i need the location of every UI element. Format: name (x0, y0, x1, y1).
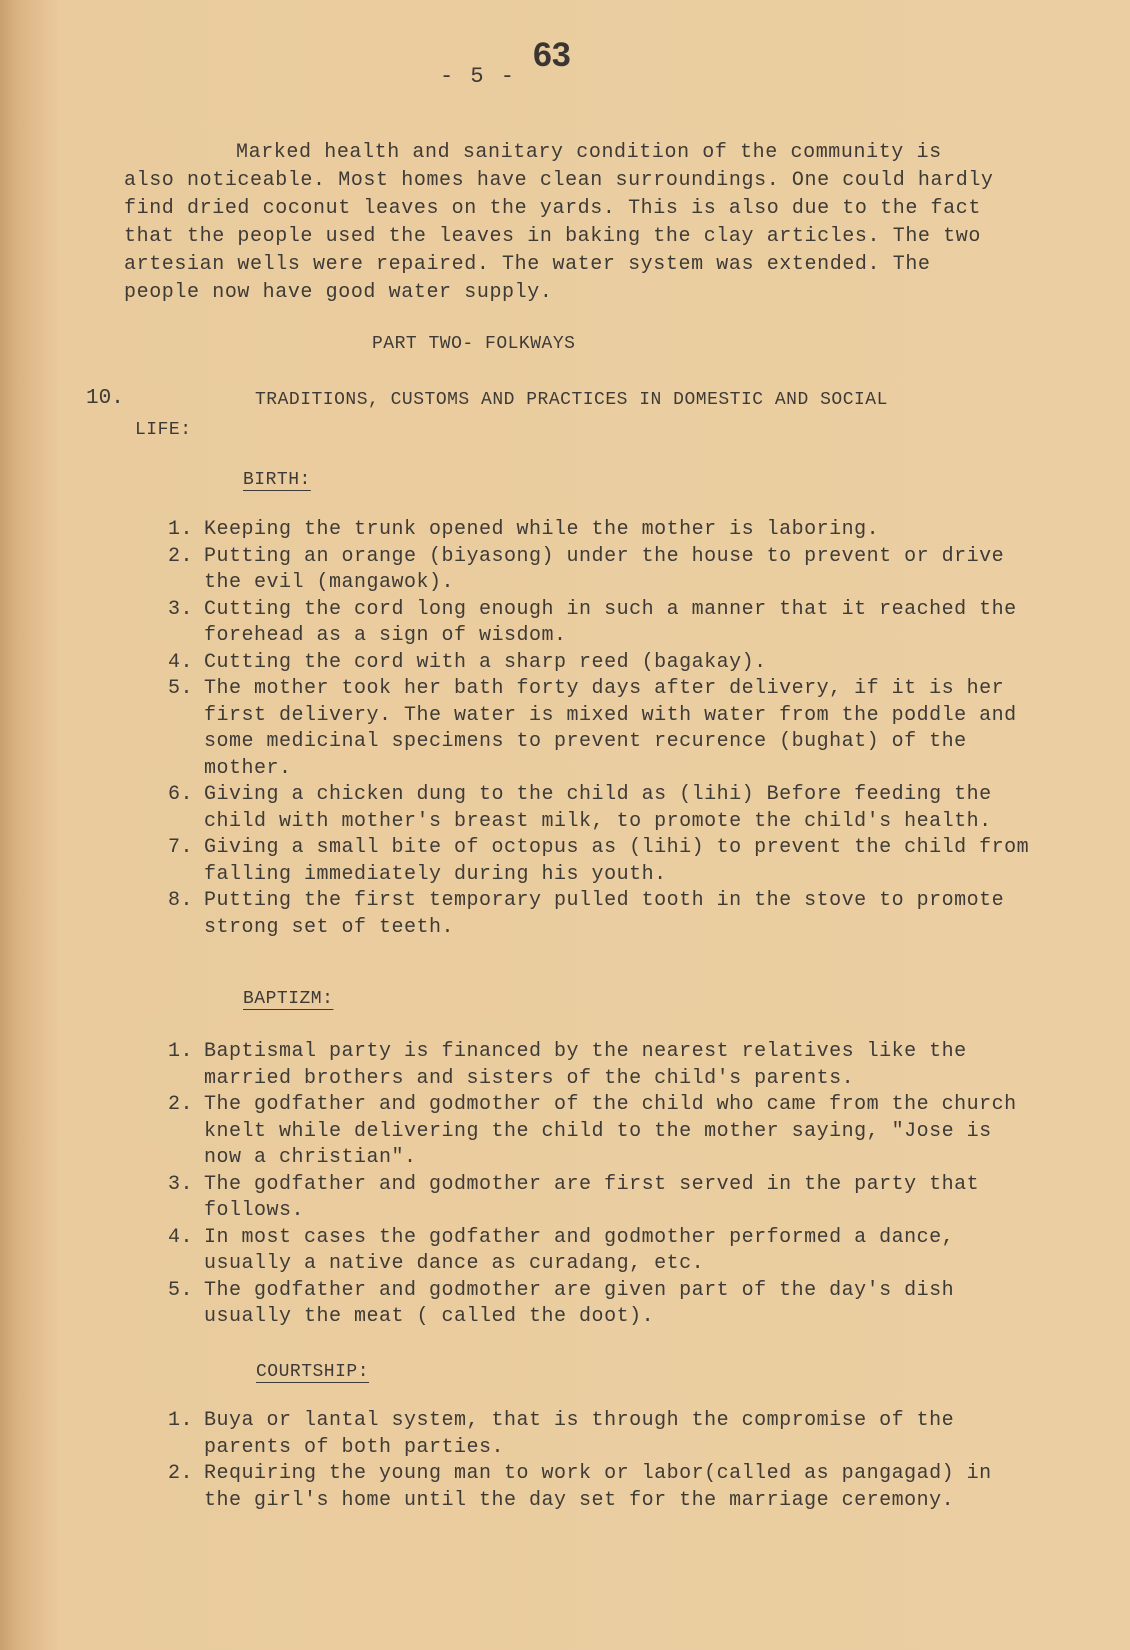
item-number: 7. (168, 836, 194, 859)
item-number: 2. (168, 1093, 194, 1116)
birth-heading: BIRTH: (243, 470, 311, 490)
list-item (168, 676, 1038, 782)
item-text: The godfather and godmother are first served in the party that follows. (204, 1172, 980, 1222)
item-text: Putting an orange (biyasong) under the house to prevent or drive the evil (mangawok). (204, 544, 1005, 594)
list-item (168, 1172, 1038, 1225)
courtship-heading: COURTSHIP: (256, 1362, 370, 1382)
courtship-list (168, 1408, 1038, 1514)
item-number: 5. (168, 1278, 194, 1302)
part-title: PART TWO- FOLKWAYS (372, 334, 576, 354)
list-item (168, 1092, 1038, 1172)
list-item (168, 1039, 1038, 1092)
list-item (168, 517, 1038, 544)
item-number: 8. (168, 889, 194, 912)
item-text: Giving a chicken dung to the child as (lihi) Before feeding the child with mother's breast milk, to promote the child's health. (204, 783, 992, 833)
item-number: 1. (168, 1040, 194, 1063)
list-item (168, 888, 1038, 941)
list-item (168, 1225, 1038, 1278)
item-number: 4. (168, 1225, 194, 1249)
list-item (168, 544, 1038, 597)
item-number: 4. (168, 650, 194, 674)
item-number: 6. (168, 783, 194, 806)
item-text: In most cases the godfather and godmother performed a dance, usually a native dance as curadang, etc. (204, 1225, 955, 1275)
item-number: 1. (168, 1409, 194, 1432)
stamped-page-number: 63 (533, 36, 571, 74)
item-number: 5. (168, 677, 194, 700)
item-text: Cutting the cord long enough in such a manner that it reached the forehead as a sign of wisdom. (204, 597, 1017, 647)
item-text: The godfather and godmother of the child who came from the church knelt while delivering the child to the mother saying, "Jose is now a christian". (204, 1093, 1017, 1169)
item-text: Baptismal party is financed by the nearest relatives like the married brothers and sisters of the child's parents. (204, 1040, 967, 1090)
item-text: The mother took her bath forty days after delivery, if it is her first delivery. The water is mixed with water from the poddle and some medicinal specimens to prevent recurence (bughat) of the mother. (204, 677, 1017, 780)
item-text: Buya or lantal system, that is through the compromise of the parents of both parties. (204, 1409, 955, 1459)
baptism-heading: BAPTIZM: (243, 989, 334, 1009)
list-item (168, 597, 1038, 650)
page-folio: - 5 - (440, 64, 517, 89)
item-text: Keeping the trunk opened while the mother is laboring. (204, 518, 880, 541)
list-item (168, 650, 1038, 677)
list-item (168, 782, 1038, 835)
item-text: Requiring the young man to work or labor(called as pangagad) in the girl's home until the day set for the marriage ceremony. (204, 1462, 992, 1512)
section-title: TRADITIONS, CUSTOMS AND PRACTICES IN DOMESTIC AND SOCIAL LIFE: (135, 390, 888, 440)
birth-list (168, 517, 1038, 941)
item-number: 3. (168, 1172, 194, 1196)
item-text: Cutting the cord with a sharp reed (bagakay). (204, 650, 767, 674)
item-text: Putting the first temporary pulled tooth in the stove to promote strong set of teeth. (204, 889, 1005, 939)
list-item (168, 1461, 1038, 1514)
item-number: 2. (168, 544, 194, 568)
item-number: 1. (168, 518, 194, 541)
item-number: 2. (168, 1462, 194, 1485)
item-text: Giving a small bite of octopus as (lihi) to prevent the child from falling immediately during his youth. (204, 836, 1030, 886)
list-item (168, 1278, 1038, 1331)
list-item (168, 1408, 1038, 1461)
item-text: The godfather and godmother are given part of the day's dish usually the meat ( called the doot). (204, 1278, 955, 1328)
baptism-list (168, 1039, 1038, 1331)
item-number: 3. (168, 597, 194, 621)
intro-paragraph: Marked health and sanitary condition of the community is also noticeable. Most homes have clean surroundings. One could hardly find dried coconut leaves on the yards. This is also due to the fact that the people used the leaves in baking the clay articles. The two artesian wells were repaired. The water system was extended. The people now have good water supply. (124, 141, 994, 304)
list-item (168, 835, 1038, 888)
section-number: 10. (86, 387, 124, 410)
